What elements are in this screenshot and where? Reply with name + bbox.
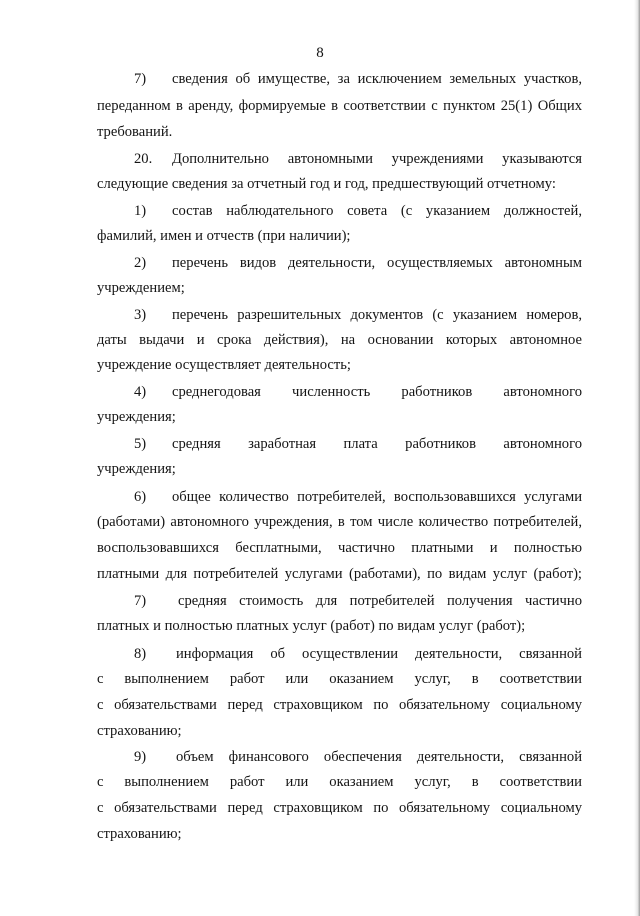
item-marker: 7): [134, 593, 147, 609]
item-marker: 9): [134, 749, 147, 765]
text-line: состав наблюдательного совета (с указанием должностей,: [172, 203, 582, 219]
text-line: требований.: [97, 124, 173, 140]
text-line: платных и полностью платных услуг (работ) по видам услуг (работ);: [97, 618, 526, 634]
text-line: воспользовавшихся бесплатными, частично платными и полностью: [97, 540, 582, 556]
text-line: среднегодовая численность работников автономного: [172, 384, 582, 400]
text-line: переданном в аренду, формируемые в соответствии с пунктом 25(1) Общих: [97, 98, 582, 114]
item-marker: 4): [134, 384, 147, 400]
text-line: с выполнением работ или оказанием услуг, в соответствии: [97, 671, 582, 687]
item-marker: 7): [134, 71, 147, 87]
text-line: общее количество потребителей, воспользовавшихся услугами: [172, 489, 582, 505]
item-marker: 2): [134, 255, 147, 271]
text-line: информация об осуществлении деятельности, связанной: [176, 646, 582, 662]
text-line: учреждением;: [97, 280, 185, 296]
page-number: 8: [316, 45, 324, 61]
text-line: следующие сведения за отчетный год и год, предшествующий отчетному:: [97, 176, 556, 192]
text-line: даты выдачи и срока действия), на основании которых автономное: [97, 332, 582, 348]
text-line: объем финансового обеспечения деятельности, связанной: [176, 749, 582, 765]
item-marker: 6): [134, 489, 147, 505]
text-line: с обязательствами перед страховщиком по обязательному социальному: [97, 697, 582, 713]
text-line: с выполнением работ или оказанием услуг, в соответствии: [97, 774, 582, 790]
text-line: страхованию;: [97, 826, 182, 842]
text-line: перечень видов деятельности, осуществляемых автономным: [172, 255, 582, 271]
item-marker: 1): [134, 203, 147, 219]
text-line: сведения об имуществе, за исключением земельных участков,: [172, 71, 582, 87]
text-line: фамилий, имен и отчеств (при наличии);: [97, 228, 351, 244]
text-line: перечень разрешительных документов (с указанием номеров,: [172, 307, 582, 323]
text-line: платными для потребителей услугами (работами), по видам услуг (работ);: [97, 566, 582, 582]
text-line: средняя заработная плата работников автономного: [172, 436, 582, 452]
text-line: страхованию;: [97, 723, 182, 739]
section-number: 20.: [134, 151, 153, 167]
text-line: с обязательствами перед страховщиком по обязательному социальному: [97, 800, 582, 816]
text-line: учреждение осуществляет деятельность;: [97, 357, 351, 373]
scan-edge-artifact: [634, 0, 640, 916]
text-line: учреждения;: [97, 461, 176, 477]
text-line: средняя стоимость для потребителей получения частично: [178, 593, 582, 609]
text-line: учреждения;: [97, 409, 176, 425]
item-marker: 8): [134, 646, 147, 662]
item-marker: 5): [134, 436, 147, 452]
text-line: Дополнительно автономными учреждениями указываются: [172, 151, 582, 167]
item-marker: 3): [134, 307, 147, 323]
text-line: (работами) автономного учреждения, в том числе количество потребителей,: [97, 514, 582, 530]
